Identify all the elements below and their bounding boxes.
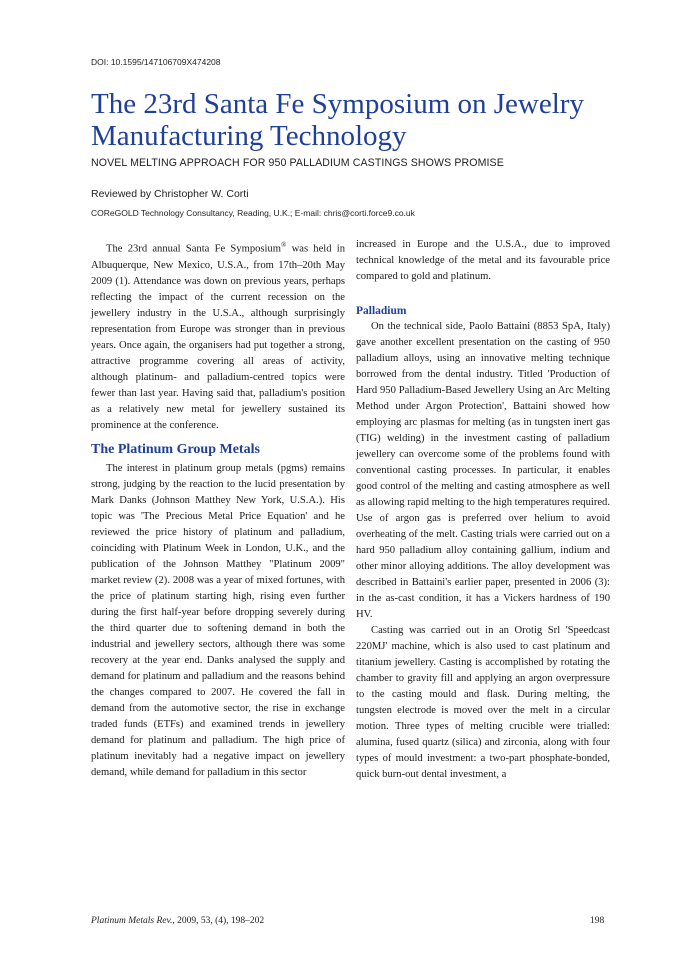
journal-citation	[91, 916, 264, 926]
left-column	[91, 237, 345, 781]
section-heading-palladium: Palladium	[356, 305, 407, 317]
continued-paragraph: increased in Europe and the U.S.A., due to improved technical knowledge of the metal and its favourable price compared to gold and platinum.	[356, 239, 610, 282]
section-gap	[356, 285, 610, 303]
right-column	[356, 237, 610, 783]
doi-line: DOI: 10.1595/147106709X474208	[91, 57, 221, 67]
palladium-paragraph-2: Casting was carried out in an Orotig Srl 'Speedcast 220MJ' machine, which is also used to cast platinum and titanium jewellery. Casting is accomplished by rotating the chamber to gravity fill and applying an argon overpressure to the casting mould and flask. During melting, the tungsten electrode is moved over the melt in a circular motion. Three types of melting crucible were trialled: alumina, fused quartz (silica) and zirconia, along with four types of mould investment: a two-part phosphate-bonded, quick burn-out dental investment, a	[356, 625, 610, 780]
page-number: 198	[590, 916, 605, 926]
reviewer-line: Reviewed by Christopher W. Corti	[91, 188, 249, 200]
affiliation-line: COReGOLD Technology Consultancy, Reading, U.K.; E-mail: chris@corti.force9.co.uk	[91, 208, 415, 218]
palladium-paragraph-1: On the technical side, Paolo Battaini (8853 SpA, Italy) gave another excellent presentation on the casting of 950 palladium alloys, using an innovative melting technique borrowed from the dental industry. Titled 'Production of Hard 950 Palladium-Based Jewellery Using an Arc Melting Method under Argon Protection', Battaini showed how employing arc plasmas for melting (as in tungsten inert gas (TIG) welding) in the investment casting of palladium jewellery can overcome some of the problems found with conventional casting processes. In particular, it enables good control of the melting and casting atmosphere as well as allowing rapid melting to the high temperatures required. Use of argon gas is preferred over helium to avoid overheating of the melt. Casting trials were carried out on a hard 950 palladium alloy containing gallium, indium and other minor alloying additions. The alloy development was described in Battaini's earlier paper, presented in 2006 (3): in the as-cast condition, it has a Vickers hardness of 190 HV.	[356, 321, 610, 620]
journal-name: Platinum Metals Rev.	[91, 916, 173, 926]
article-title: The 23rd Santa Fe Symposium on Jewelry Manufacturing Technology	[91, 88, 584, 152]
citation-details: , 2009, 53, (4), 198–202	[172, 916, 265, 926]
pgm-paragraph: The interest in platinum group metals (pgms) remains strong, judging by the reaction to the lucid presentation by Mark Danks (Johnson Matthey New York, U.S.A.). His topic was 'The Precious Metal Price Equation' and he reviewed the price history of platinum and palladium, coinciding with Platinum Week in London, U.K., and the publication of the Johnson Matthey "Platinum 2009" market review (2). 2008 was a year of mixed fortunes, with the price of platinum starting high, rising even further during the first half-year before dropping severely during the third quarter due to softening demand in both the industrial and jewellery sectors, although there was some recovery at the year end. Danks analysed the supply and demand for platinum and palladium and the reasons behind the changes compared to 2007. He covered the fall in demand from the automotive sector, the rise in exchange traded funds (ETFs) and examined trends in jewellery demand for platinum and palladium. The high price of platinum inevitably had a negative impact on jewellery demand, while demand for palladium in this sector	[91, 462, 345, 778]
intro-text-a: The 23rd annual Santa Fe Symposium	[106, 243, 282, 255]
intro-text-b: was held in Albuquerque, New Mexico, U.S.A., from 17th–20th May 2009 (1). Attendance was down on previous years, perhaps reflecting the impact of the current recession on the jewellery industry in the U.S.A., although surprisingly representation from Europe was stronger than in previous years. Once again, the organisers had put together a strong, attractive programme covering all areas of activity, although platinum- and palladium-centred topics were fewer than last year. Having said that, palladium's position as a relatively new metal for jewellery sustained its prominence at the conference.	[91, 243, 345, 431]
article-subtitle: NOVEL MELTING APPROACH FOR 950 PALLADIUM CASTINGS SHOWS PROMISE	[91, 157, 504, 169]
intro-paragraph	[91, 237, 345, 434]
section-heading-pgm: The Platinum Group Metals	[91, 441, 260, 457]
registered-mark: ®	[281, 241, 287, 249]
